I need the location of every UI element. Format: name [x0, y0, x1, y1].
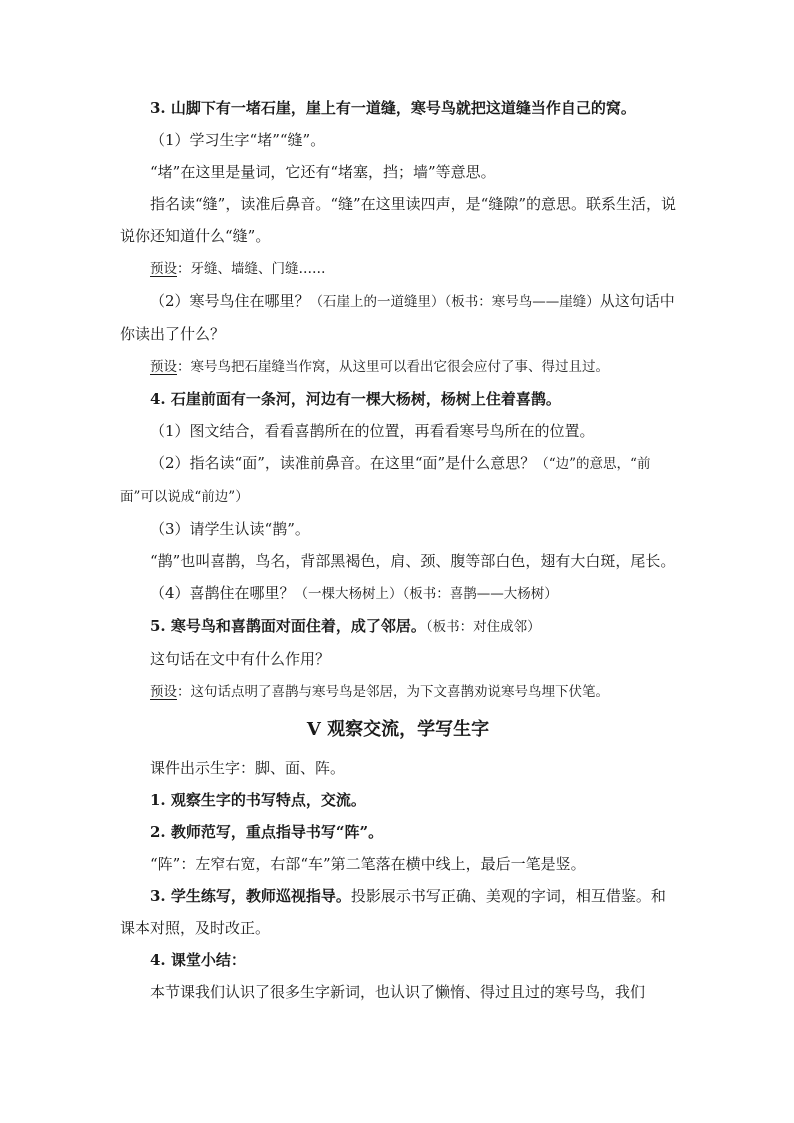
item-3-preset-1 — [120, 252, 676, 285]
item-4-step-4 — [120, 577, 676, 610]
section-5-summary: 本节课我们认识了很多生字新词，也认识了懒惰、得过且过的寒号鸟，我们 — [150, 983, 646, 1001]
item-title: 3. 学生练写，教师巡视指导。 — [150, 887, 351, 905]
preset-label: 预设 — [150, 684, 177, 700]
preset-text: ：这句话点明了喜鹊与寒号鸟是邻居，为下文喜鹊劝说寒号鸟埋下伏笔。 — [177, 684, 609, 700]
section-5-intro: 课件出示生字：脚、面、阵。 — [150, 759, 346, 777]
item-4-step-3: （3）请学生认读“鹊”。 — [150, 520, 310, 538]
item-5-title: 5. 寒号鸟和喜鹊面对面住着，成了邻居。 — [150, 617, 426, 635]
item-4-step-2 — [120, 447, 676, 513]
item-3-explanation: “堵”在这里是量词，它还有“堵塞，挡；墙”等意思。 — [150, 163, 496, 181]
item-5-title-line — [120, 610, 676, 643]
document-page — [120, 92, 676, 1008]
preset-text: ：牙缝、墙缝、门缝…… — [177, 261, 326, 277]
section-5-item-4: 4. 课堂小结： — [150, 951, 246, 969]
answer-note: （石崖上的一道缝里）（板书：寒号鸟——崖缝） — [309, 294, 600, 310]
section-5-item-2: 2. 教师范写，重点指导书写“阵”。 — [150, 823, 384, 841]
question-text: （2）寒号鸟住在哪里？ — [150, 292, 310, 310]
item-3-title: 3. 山脚下有一堵石崖，崖上有一道缝，寒号鸟就把这道缝当作自己的窝。 — [150, 99, 636, 117]
board-note: （板书：对住成邻） — [425, 619, 541, 635]
item-5-preset — [120, 675, 676, 708]
item-4-explanation: “鹊”也叫喜鹊，鸟名，背部黑褐色，肩、颈、腹等部白色，翅有大白斑，尾长。 — [150, 552, 676, 570]
question-text: （4）喜鹊住在哪里？ — [150, 584, 295, 602]
item-3-step-1: （1）学习生字“堵”“缝”。 — [150, 131, 326, 149]
item-3-step-2 — [120, 285, 676, 350]
section-5-item-3 — [120, 880, 676, 944]
item-3-reading: 指名读“缝”，读准后鼻音。“缝”在这里读四声，是“缝隙”的意思。联系生活，说说你还知道什么“缝”。 — [120, 195, 677, 245]
section-5-explanation: “阵”：左窄右宽，右部“车”第二笔落在横中线上，最后一笔是竖。 — [150, 855, 586, 873]
question-text: （2）指名读“面”，读准前鼻音。在这里“面”是什么意思？ — [150, 454, 536, 472]
question-text: 从这句话中你读出了什么？ — [120, 292, 675, 343]
preset-text: ：寒号鸟把石崖缝当作窝，从这里可以看出它很会应付了事、得过且过。 — [177, 359, 609, 375]
preset-label: 预设 — [150, 261, 177, 277]
section-5-item-1: 1. 观察生字的书写特点，交流。 — [150, 791, 366, 809]
answer-note: （一棵大杨树上）（板书：喜鹊——大杨树） — [294, 586, 558, 602]
preset-label: 预设 — [150, 359, 177, 375]
item-3-preset-2 — [120, 350, 676, 383]
item-5-question: 这句话在文中有什么作用？ — [150, 650, 331, 668]
answer-note: （“边”的意思，“前面”可以说成“前边”） — [120, 456, 651, 505]
item-4-step-1: （1）图文结合，看看喜鹊所在的位置，再看看寒号鸟所在的位置。 — [150, 422, 595, 440]
item-text: 投影展示书写正确、美观的字词，相互借鉴。和课本对照，及时改正。 — [120, 887, 666, 937]
section-heading: V 观察交流，学写生字 — [306, 719, 490, 740]
item-4-title: 4. 石崖前面有一条河，河边有一棵大杨树，杨树上住着喜鹊。 — [150, 390, 561, 408]
